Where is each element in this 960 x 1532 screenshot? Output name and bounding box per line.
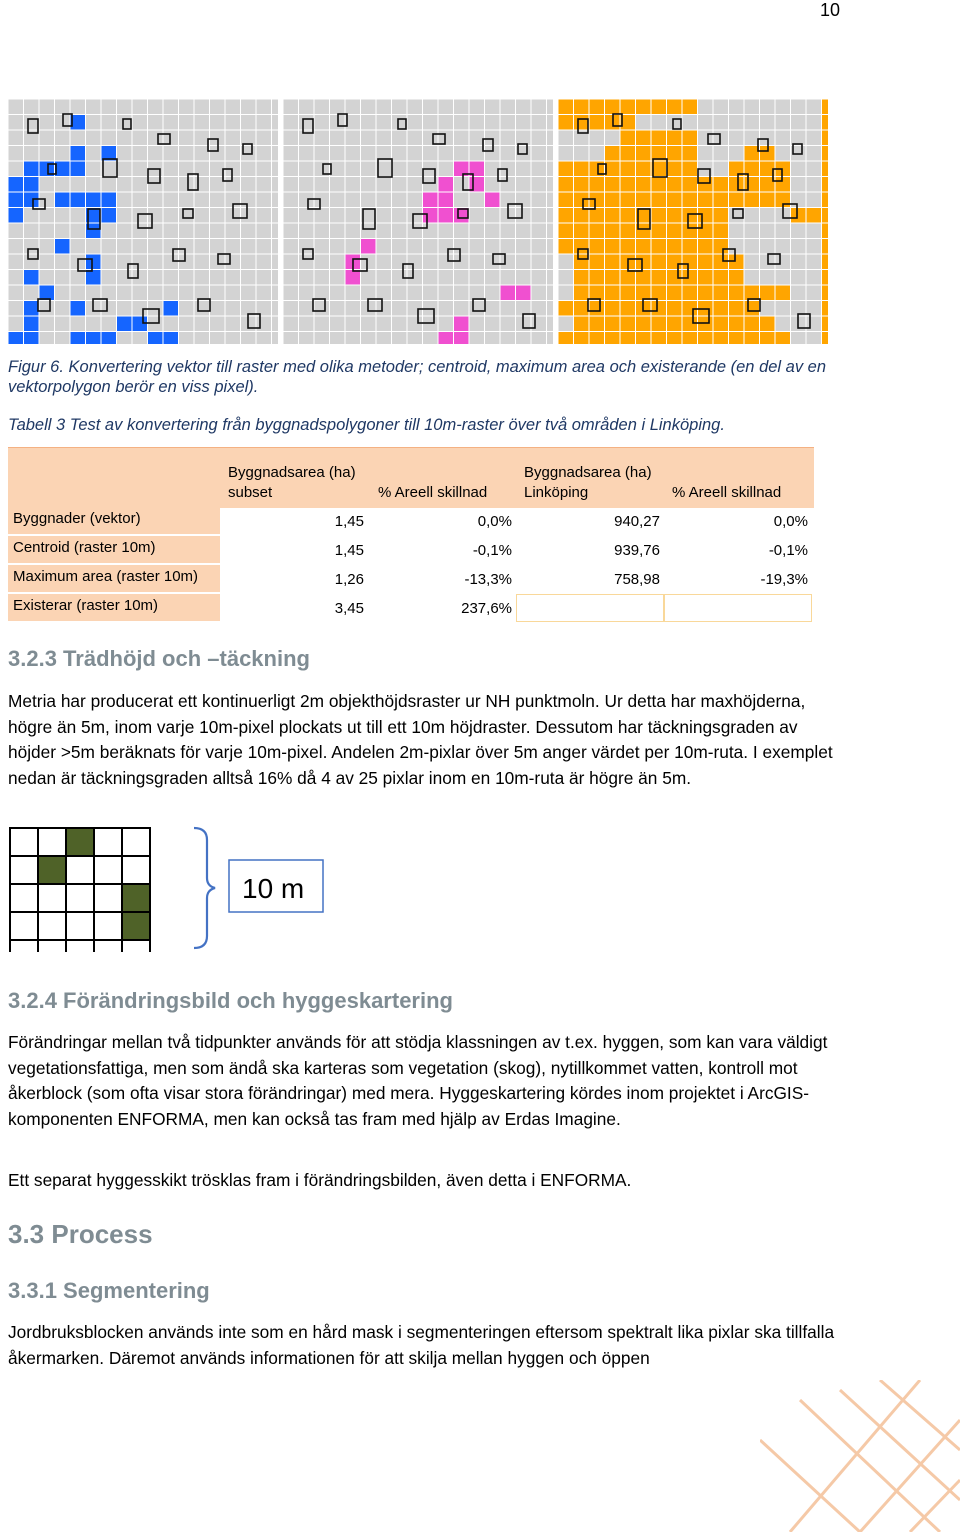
raster-cell [574,270,590,286]
raster-cell [620,316,636,332]
grid-cell [94,856,122,884]
grid-cell [38,828,66,856]
raster-cell [438,192,454,208]
table-cell: 3,45 [334,600,364,617]
raster-cell [744,301,760,317]
raster-cell [760,332,776,345]
raster-cell [744,146,760,162]
raster-cell [605,332,621,345]
raster-cell [682,285,698,301]
raster-cell [101,208,117,224]
raster-cell [605,270,621,286]
raster-cell [729,301,745,317]
raster-cell [822,270,829,286]
raster-cell [651,285,667,301]
raster-cell [698,208,714,224]
grid-cell-filled [122,884,150,912]
raster-cell [574,161,590,177]
raster-cell [651,239,667,255]
raster-cell [589,332,605,345]
raster-cell [636,285,652,301]
table-cell: -19,3% [760,571,808,588]
raster-cell [24,270,40,286]
raster-cell [760,285,776,301]
raster-cell [636,332,652,345]
raster-cell [620,239,636,255]
raster-cell [822,192,829,208]
grid-cell-filled [122,912,150,940]
raster-panel-centroid [8,99,278,344]
raster-cell [822,115,829,131]
table-row-label: Existerar (raster 10m) [8,594,220,622]
grid-cell [38,884,66,912]
raster-cell [713,239,729,255]
raster-cell [667,161,683,177]
raster-cell [500,285,516,301]
table-cell: 1,45 [334,542,364,559]
raster-cell [636,130,652,146]
raster-cell [651,208,667,224]
raster-cell [713,208,729,224]
raster-cell [651,223,667,239]
paragraph-3-3-1: Jordbruksblocken används inte som en hård mask i segmenteringen eftersom spektralt lika pixlar ska tillfalla åkermarken. Däremot används informationen för att skilja mellan hyggen och öppen [8,1322,835,1368]
raster-cell [682,161,698,177]
raster-cell [24,332,40,345]
raster-cell [667,146,683,162]
grid-cell [66,884,94,912]
table-row-label: Byggnader (vektor) [8,507,220,535]
raster-cell [8,192,24,208]
raster-cell [822,239,829,255]
raster-cell [574,285,590,301]
grid-cell [94,828,122,856]
raster-cell [24,301,40,317]
table-cell: -13,3% [464,571,512,588]
raster-cell [713,192,729,208]
heading-3-3: 3.3 Process [8,1219,153,1249]
paragraph-3-2-3: Metria har producerat ett kontinuerligt 2m objekthöjdsraster ur NH punktmoln. Ur detta har maxhöjderna, högre än 5m, inom varje 10m-pixel plockats ut till ett 10m höjdraster. Dessutom har täckningsgraden av höjder >5m beräknats för varje 10m-pixel. Andelen 2m-pixlar över 5m anger värdet per 10m-ruta. I exemplet nedan är täckningsgraden alltså 16% då 4 av 25 pixlar inom en 10m-ruta är högre än 5m. [8,691,833,788]
heading-3-3-1: 3.3.1 Segmentering [8,1278,210,1303]
raster-cell [713,223,729,239]
raster-cell [822,177,829,193]
raster-cell [589,115,605,131]
raster-cell [589,208,605,224]
raster-cell [651,270,667,286]
coverage-grid [10,828,150,952]
raster-cell [713,332,729,345]
raster-cell [682,192,698,208]
raster-cell [822,208,829,224]
raster-cell [651,130,667,146]
raster-cell [698,192,714,208]
header-col1: Byggnadsarea (ha) subset [228,464,356,501]
raster-cell [667,332,683,345]
raster-cell [574,177,590,193]
raster-cell [667,99,683,115]
raster-cell [729,332,745,345]
raster-cell [8,332,24,345]
raster-cell [636,146,652,162]
raster-cell [558,208,574,224]
raster-cell [148,332,164,345]
raster-cell [713,316,729,332]
raster-cell [636,316,652,332]
grid-cell-filled [38,856,66,884]
raster-cell [682,223,698,239]
raster-cell [39,285,55,301]
raster-cell [822,254,829,270]
raster-cell [620,130,636,146]
raster-cell [605,192,621,208]
raster-cell [438,332,454,345]
raster-cell [558,301,574,317]
table-row-label: Maximum area (raster 10m) [8,565,220,593]
raster-cell [651,332,667,345]
raster-cell [744,285,760,301]
raster-cell [620,270,636,286]
raster-cell [574,115,590,131]
raster-cell [822,332,829,345]
raster-cell [589,177,605,193]
raster-cell [70,332,86,345]
raster-cell [651,301,667,317]
raster-cell [86,254,102,270]
header-col3: Byggnadsarea (ha) Linköping [524,464,652,501]
raster-cell [667,316,683,332]
coverage-grid-figure [8,826,338,952]
raster-cell [423,192,439,208]
raster-cell [822,161,829,177]
raster-cell [24,316,40,332]
grid-cell-filled [66,828,94,856]
table-cell: -0,1% [472,542,512,559]
heading-3-2-4: 3.2.4 Förändringsbild och hyggeskartering [8,988,453,1013]
raster-panel-existerar [558,99,828,344]
grid-cell [10,940,38,952]
raster-cell [775,332,791,345]
grid-cell [66,940,94,952]
raster-cell [558,332,574,345]
raster-cell [589,301,605,317]
raster-cell [605,239,621,255]
raster-cell [698,223,714,239]
raster-cell [636,239,652,255]
raster-cell [806,208,822,224]
raster-cell [713,270,729,286]
raster-cell [454,208,470,224]
raster-cell [8,208,24,224]
raster-cell [86,332,102,345]
raster-cell [438,208,454,224]
raster-cell [605,208,621,224]
raster-cell [729,270,745,286]
raster-cell [558,223,574,239]
raster-cell [667,208,683,224]
raster-cell [101,332,117,345]
table-caption: Tabell 3 Test av konvertering från byggnadspolygoner till 10m-raster över två områden i Linköping. [8,416,725,434]
raster-cell [605,254,621,270]
raster-cell [605,146,621,162]
raster-cell [620,99,636,115]
raster-cell [589,285,605,301]
raster-cell [516,285,532,301]
grid-cell [122,828,150,856]
grid-cell [122,856,150,884]
raster-cell [605,99,621,115]
raster-cell [667,301,683,317]
raster-cell [620,301,636,317]
raster-cell [667,130,683,146]
table-cell: 1,26 [334,571,364,588]
raster-cell [24,161,40,177]
raster-cell [822,301,829,317]
raster-cell [682,130,698,146]
raster-cell [589,223,605,239]
raster-cell [667,177,683,193]
raster-cell [682,177,698,193]
raster-cell [682,99,698,115]
header-col4: % Areell skillnad [672,484,782,501]
table-cell: -0,1% [768,542,808,559]
raster-cell [620,192,636,208]
raster-cell [822,223,829,239]
raster-cell [574,208,590,224]
raster-cell [558,192,574,208]
grid-cell [66,912,94,940]
grid-cell [94,884,122,912]
raster-cell [8,177,24,193]
raster-cell [636,161,652,177]
raster-cell [822,285,829,301]
raster-cell [574,239,590,255]
paragraph-3-2-4-a: Förändringar mellan två tidpunkter används för att stödja klassningen av t.ex. hyggen, som kan vara väldigt vegetationsfattiga, men som ändå ska karteras som vegetation (skog), nytillkommet vatten, kontroll mot åkerblock (som ofta visar stora förändringar) med mera. Hyggeskartering kördes inom projektet i ArcGIS-komponenten ENFORMA, men kan också tas fram med hjälp av Erdas Imagine. [8,1032,828,1129]
table-empty-cell [664,594,812,622]
raster-cell [667,239,683,255]
raster-cell [822,99,829,115]
heading-3-2-3: 3.2.3 Trädhöjd och –täckning [8,646,310,671]
raster-cell [574,254,590,270]
grid-cell [122,940,150,952]
raster-cell [636,254,652,270]
raster-cell [589,254,605,270]
raster-cell [558,239,574,255]
raster-cell [651,254,667,270]
grid-cell [10,912,38,940]
raster-cell [574,316,590,332]
brace-label: 10 m [242,873,305,904]
raster-cell [55,161,71,177]
raster-cell [698,332,714,345]
grid-cell [94,912,122,940]
table-empty-cell [516,594,664,622]
raster-cell [636,99,652,115]
grid-cell [38,940,66,952]
raster-cell [558,161,574,177]
raster-cell [24,177,40,193]
raster-cell [651,192,667,208]
raster-cell [667,285,683,301]
table-cell: 940,27 [614,513,660,530]
raster-cell [698,254,714,270]
raster-cell [822,146,829,162]
raster-cell [620,146,636,162]
raster-cell [636,270,652,286]
raster-cell [163,332,179,345]
raster-cell [667,192,683,208]
raster-cell [713,177,729,193]
raster-cell [636,177,652,193]
raster-cell [454,316,470,332]
table-row-label: Centroid (raster 10m) [8,536,220,564]
raster-cell [574,99,590,115]
raster-cell [760,192,776,208]
raster-cell [713,301,729,317]
grid-cell [38,912,66,940]
raster-cell [620,161,636,177]
raster-cell [682,254,698,270]
raster-cell [70,161,86,177]
raster-cell [117,316,133,332]
raster-cell [682,332,698,345]
raster-cell [86,192,102,208]
table-cell: 939,76 [614,542,660,559]
raster-cell [485,192,501,208]
brace-icon [194,828,215,948]
raster-cell [651,99,667,115]
raster-cell [558,99,574,115]
figure-caption: Figur 6. Konvertering vektor till raster med olika metoder; centroid, maximum area och existerande (en del av en vektorpolygon berör en viss pixel). [8,358,827,396]
raster-cell [605,177,621,193]
raster-cell [101,192,117,208]
raster-cell [574,223,590,239]
raster-panel-maximum-area [283,99,553,344]
raster-cell [651,177,667,193]
header-col2: % Areell skillnad [378,484,488,501]
raster-cell [698,285,714,301]
raster-cell [55,239,71,255]
raster-cell [744,192,760,208]
raster-cell [667,223,683,239]
raster-cell [574,332,590,345]
raster-cell [454,332,470,345]
raster-cell [55,192,71,208]
grid-cell [10,828,38,856]
raster-cell [698,239,714,255]
raster-cell [70,192,86,208]
raster-cell [682,208,698,224]
raster-cell [822,130,829,146]
table-cell: 0,0% [773,513,808,530]
raster-cell [744,332,760,345]
raster-cell [651,316,667,332]
raster-cell [713,285,729,301]
raster-cell [620,177,636,193]
raster-cell [345,270,361,286]
table-cell: 237,6% [461,600,512,617]
raster-cell [70,146,86,162]
page-number: 10 [819,0,840,20]
raster-cell [729,316,745,332]
decorative-lines [760,1380,960,1532]
raster-cell [589,99,605,115]
raster-cell [558,115,574,131]
raster-cell [729,192,745,208]
raster-cell [636,192,652,208]
raster-cell [620,223,636,239]
raster-cell [574,301,590,317]
raster-cell [744,316,760,332]
raster-cell [667,254,683,270]
raster-cell [682,146,698,162]
raster-cell [423,208,439,224]
grid-cell [94,940,122,952]
raster-cell [605,223,621,239]
table-cell: 0,0% [477,513,512,530]
raster-cell [438,177,454,193]
raster-cell [605,285,621,301]
raster-cell [620,332,636,345]
raster-cell [620,285,636,301]
paragraph-3-2-4-b: Ett separat hyggesskikt trösklas fram i förändringsbilden, även detta i ENFORMA. [8,1170,632,1190]
table-cell: 1,45 [334,513,364,530]
raster-cell [70,301,86,317]
raster-cell [589,239,605,255]
raster-cell [163,301,179,317]
raster-cell [620,208,636,224]
grid-cell [66,856,94,884]
table-cell: 758,98 [614,571,660,588]
raster-cell [775,285,791,301]
raster-cell [558,177,574,193]
raster-cell [760,316,776,332]
raster-cell [605,301,621,317]
grid-cell [10,884,38,912]
raster-cell [698,270,714,286]
raster-cell [589,270,605,286]
raster-cell [589,316,605,332]
raster-cell [791,208,807,224]
grid-cell [10,856,38,884]
raster-cell [729,285,745,301]
raster-cell [605,316,621,332]
raster-cell [682,239,698,255]
raster-cell [361,239,377,255]
raster-cell [605,161,621,177]
raster-cell [822,316,829,332]
raster-cell [86,270,102,286]
